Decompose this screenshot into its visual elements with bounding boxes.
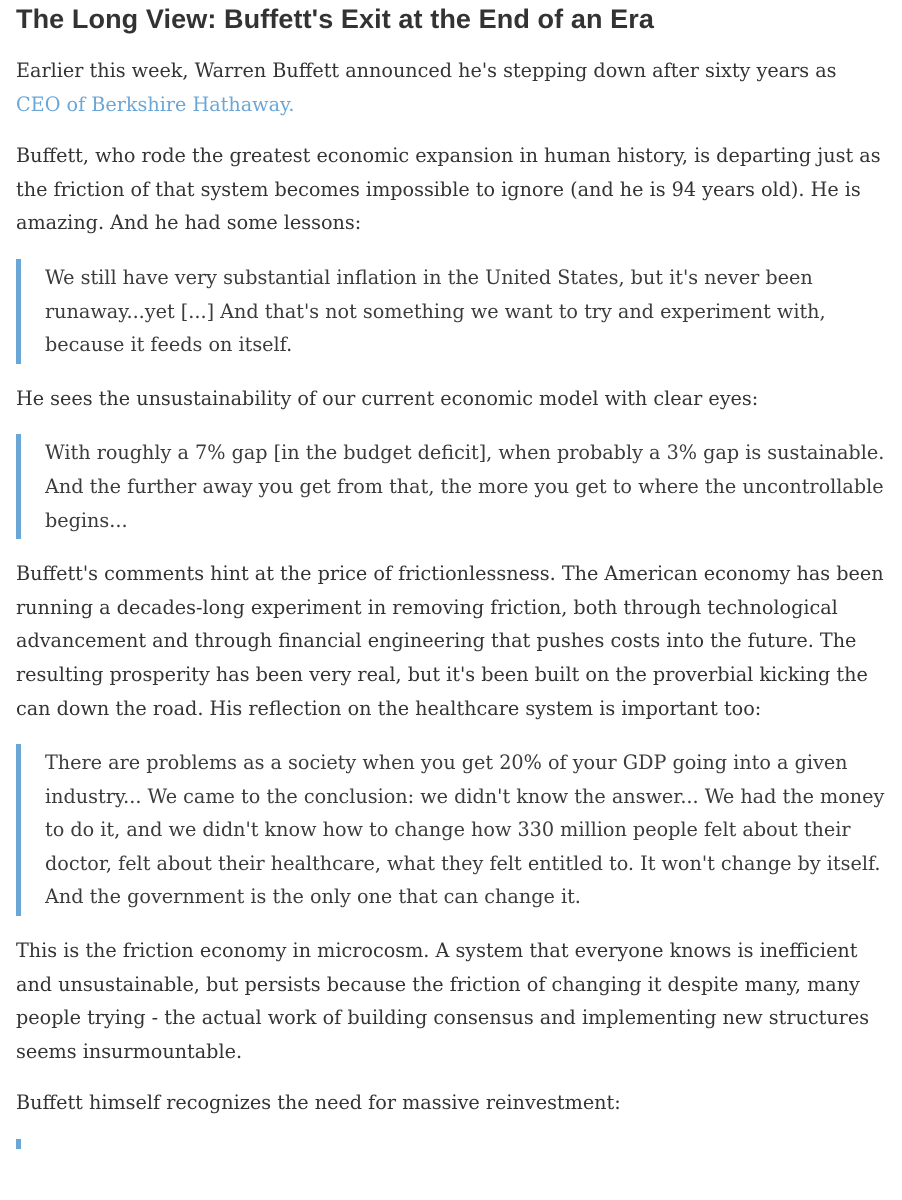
paragraph-1: Buffett, who rode the greatest economic expansion in human history, is departing just as the friction of that system becomes impossible to ignore (and he is 94 years old). He is amazing. And he had some lessons: [16, 144, 881, 235]
intro-text: Earlier this week, Warren Buffett announced he's stepping down after sixty years as [16, 59, 837, 82]
blockquote-healthcare [16, 744, 886, 916]
paragraph-5: Buffett himself recognizes the need for massive reinvestment: [16, 1091, 621, 1115]
blockquote-deficit [16, 434, 886, 539]
blockquote-inflation [16, 259, 886, 364]
quote-1-text: We still have very substantial inflation in the United States, but it's never been runaway...yet [...] And that's not something we want to try and experiment with, because it feeds on itself. [45, 265, 826, 357]
article-title: The Long View: Buffett's Exit at the End of an Era [16, 4, 654, 34]
berkshire-ceo-link[interactable]: CEO of Berkshire Hathaway. [16, 92, 295, 116]
paragraph-2: He sees the unsustainability of our current economic model with clear eyes: [16, 386, 759, 410]
blockquote-truncated [16, 1139, 886, 1149]
quote-3-text: There are problems as a society when you get 20% of your GDP going into a given industry... We came to the conclusion: we didn't know the answer... We had the money to do it, and we didn't know how to change how 330 million people felt about their doctor, felt about their healthcare, what they felt entitled to. It won't change by itself. And the government is the only one that can change it. [45, 751, 885, 909]
quote-2-text: With roughly a 7% gap [in the budget deficit], when probably a 3% gap is sustainable. And the further away you get from that, the more you get to where the uncontrollable begins... [45, 441, 885, 532]
paragraph-4: This is the friction economy in microcosm. A system that everyone knows is inefficient and unsustainable, but persists because the friction of changing it despite many, many people trying - the actual work of building consensus and implementing new structures seems insurmountable. [16, 939, 870, 1063]
intro-paragraph [16, 54, 886, 121]
paragraph-3: Buffett's comments hint at the price of frictionlessness. The American economy has been running a decades-long experiment in removing friction, both through technological advancement and through financial engineering that pushes costs into the future. The resulting prosperity has been very real, but it's been built on the proverbial kicking the can down the road. His reflection on the healthcare system is important too: [16, 562, 884, 720]
